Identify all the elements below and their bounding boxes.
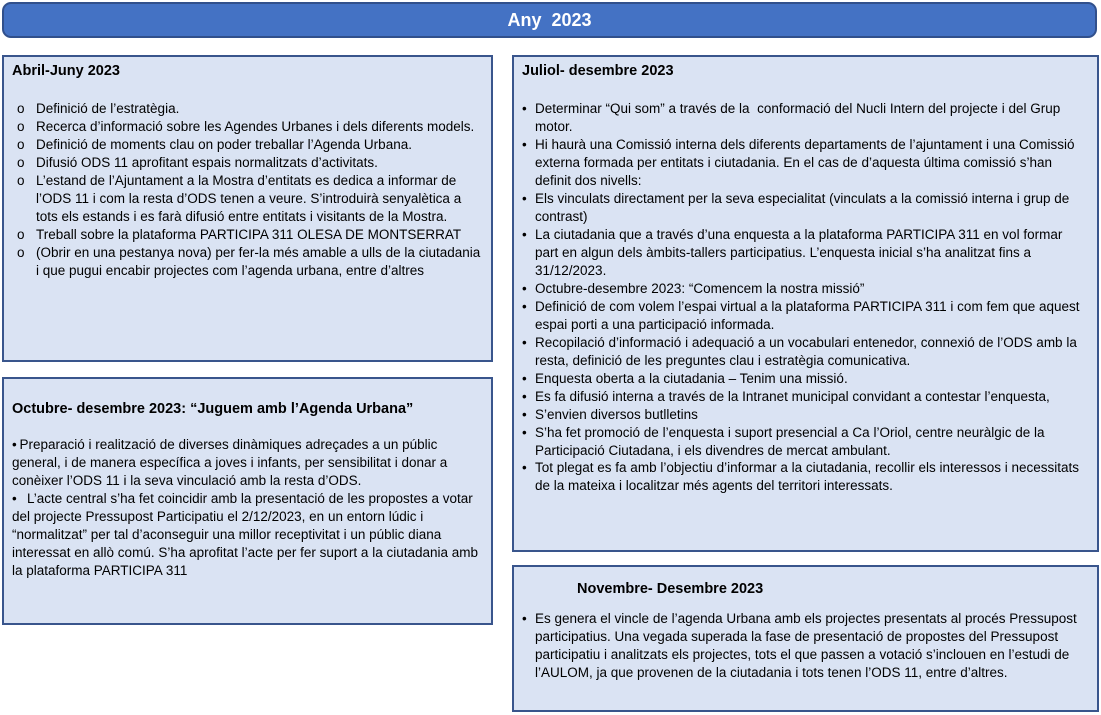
list-item: o Definició de moments clau on poder treballar l’Agenda Urbana. bbox=[12, 136, 481, 154]
box-title-juliol-desembre: Juliol- desembre 2023 bbox=[522, 63, 674, 79]
list-item: • Enquesta oberta a la ciutadania – Tenim una missió. bbox=[522, 370, 1087, 388]
list-item: o L’estand de l’Ajuntament a la Mostra d’entitats es dedica a informar de l’ODS 11 i com la resta d’ODS tenen a veure. S’introduirà senyalètica a tots els estands i es farà difusió entre entitats i visitants de la Mostra. bbox=[12, 172, 481, 226]
year-title: Any 2023 bbox=[507, 9, 592, 30]
list-item: • La ciutadania que a través d’una enquesta a la plataforma PARTICIPA 311 en vol formar part en algun dels àmbits-tallers participatius. L’enquesta inicial s’ha analitzat fins a 31/12/2023. bbox=[522, 226, 1087, 280]
novembre-desembre-list bbox=[522, 610, 1087, 682]
list-item: • Tot plegat es fa amb l’objectiu d’informar a la ciutadania, recollir els interessos i necessitats de la mateixa i localitzar més agents del territori interessats. bbox=[522, 459, 1087, 495]
list-item: • S’envien diversos butlletins bbox=[522, 406, 1087, 424]
list-item: • Els vinculats directament per la seva especialitat (vinculats a la comissió interna i grup de contrast) bbox=[522, 190, 1087, 226]
box-title-novembre-desembre: Novembre- Desembre 2023 bbox=[577, 581, 764, 597]
list-item: o Treball sobre la plataforma PARTICIPA 311 OLESA DE MONTSERRAT bbox=[12, 226, 481, 244]
list-item: • L’acte central s’ha fet coincidir amb la presentació de les propostes a votar del projecte Pressupost Participatiu el 2/12/2023, en un entorn lúdic i “normalitzat” per tal d’aconseguir una millor receptivitat i un públic diana interessat en allò comú. S’ha aprofitat l’acte per fer suport a la ciutadania amb la plataforma PARTICIPA 311 bbox=[12, 490, 481, 580]
list-item: o Difusió ODS 11 aprofitant espais normalitzats d’activitats. bbox=[12, 154, 481, 172]
list-item: • Determinar “Qui som” a través de la conformació del Nucli Intern del projecte i del Grup motor. bbox=[522, 100, 1087, 136]
box-octubre-desembre-2023 bbox=[2, 377, 493, 625]
box-juliol-desembre-2023 bbox=[512, 55, 1099, 552]
list-item: o (Obrir en una pestanya nova) per fer-la més amable a ulls de la ciutadania i que pugui encabir projectes com l’agenda urbana, entre d’altres bbox=[12, 244, 481, 280]
list-item: • Definició de com volem l’espai virtual a la plataforma PARTICIPA 311 i com fem que aquest espai porti a una participació informada. bbox=[522, 298, 1087, 334]
list-item: • Preparació i realització de diverses dinàmiques adreçades a un públic general, i de manera específica a joves i infants, per sensibilitat i donar a conèixer l’ODS 11 i la seva vinculació amb la resta d’ODS. bbox=[12, 436, 481, 490]
year-header-banner bbox=[2, 2, 1097, 38]
octubre-desembre-list bbox=[12, 436, 481, 580]
abril-juny-list bbox=[12, 100, 485, 280]
list-item: • Es genera el vincle de l’agenda Urbana amb els projectes presentats al procés Pressupost participatius. Una vegada superada la fase de presentació de propostes del Pressupost participatiu i analitzats els projectes, tots el que passen a votació s’inclouen en l’estudi de l’AULOM, ja que provenen de la ciutadania i tots tenen l’ODS 11, entre d’altres. bbox=[522, 610, 1087, 682]
box-novembre-desembre-2023 bbox=[512, 565, 1099, 712]
list-item: o Recerca d’informació sobre les Agendes Urbanes i dels diferents models. bbox=[12, 118, 481, 136]
list-item: • Octubre-desembre 2023: “Comencem la nostra missió” bbox=[522, 280, 1087, 298]
list-item: • Hi haurà una Comissió interna dels diferents departaments de l’ajuntament i una Comissió externa formada per entitats i ciutadania. En el cas de d’aquesta última comissió s’han definit dos nivells: bbox=[522, 136, 1087, 190]
list-item: • Recopilació d’informació i adequació a un vocabulari entenedor, connexió de l’ODS amb la resta, definició de les preguntes clau i estratègia comunicativa. bbox=[522, 334, 1087, 370]
box-abril-juny-2023 bbox=[2, 55, 493, 362]
list-item: o Definició de l’estratègia. bbox=[12, 100, 481, 118]
list-item: • S’ha fet promoció de l’enquesta i suport presencial a Ca l’Oriol, centre neuràlgic de la Participació Ciutadana, i els divendres de mercat ambulant. bbox=[522, 424, 1087, 460]
box-title-octubre-desembre: Octubre- desembre 2023: “Juguem amb l’Agenda Urbana” bbox=[12, 401, 414, 417]
juliol-desembre-list bbox=[522, 100, 1087, 495]
list-item: • Es fa difusió interna a través de la Intranet municipal convidant a contestar l’enquesta, bbox=[522, 388, 1087, 406]
box-title-abril-juny: Abril-Juny 2023 bbox=[12, 63, 120, 79]
